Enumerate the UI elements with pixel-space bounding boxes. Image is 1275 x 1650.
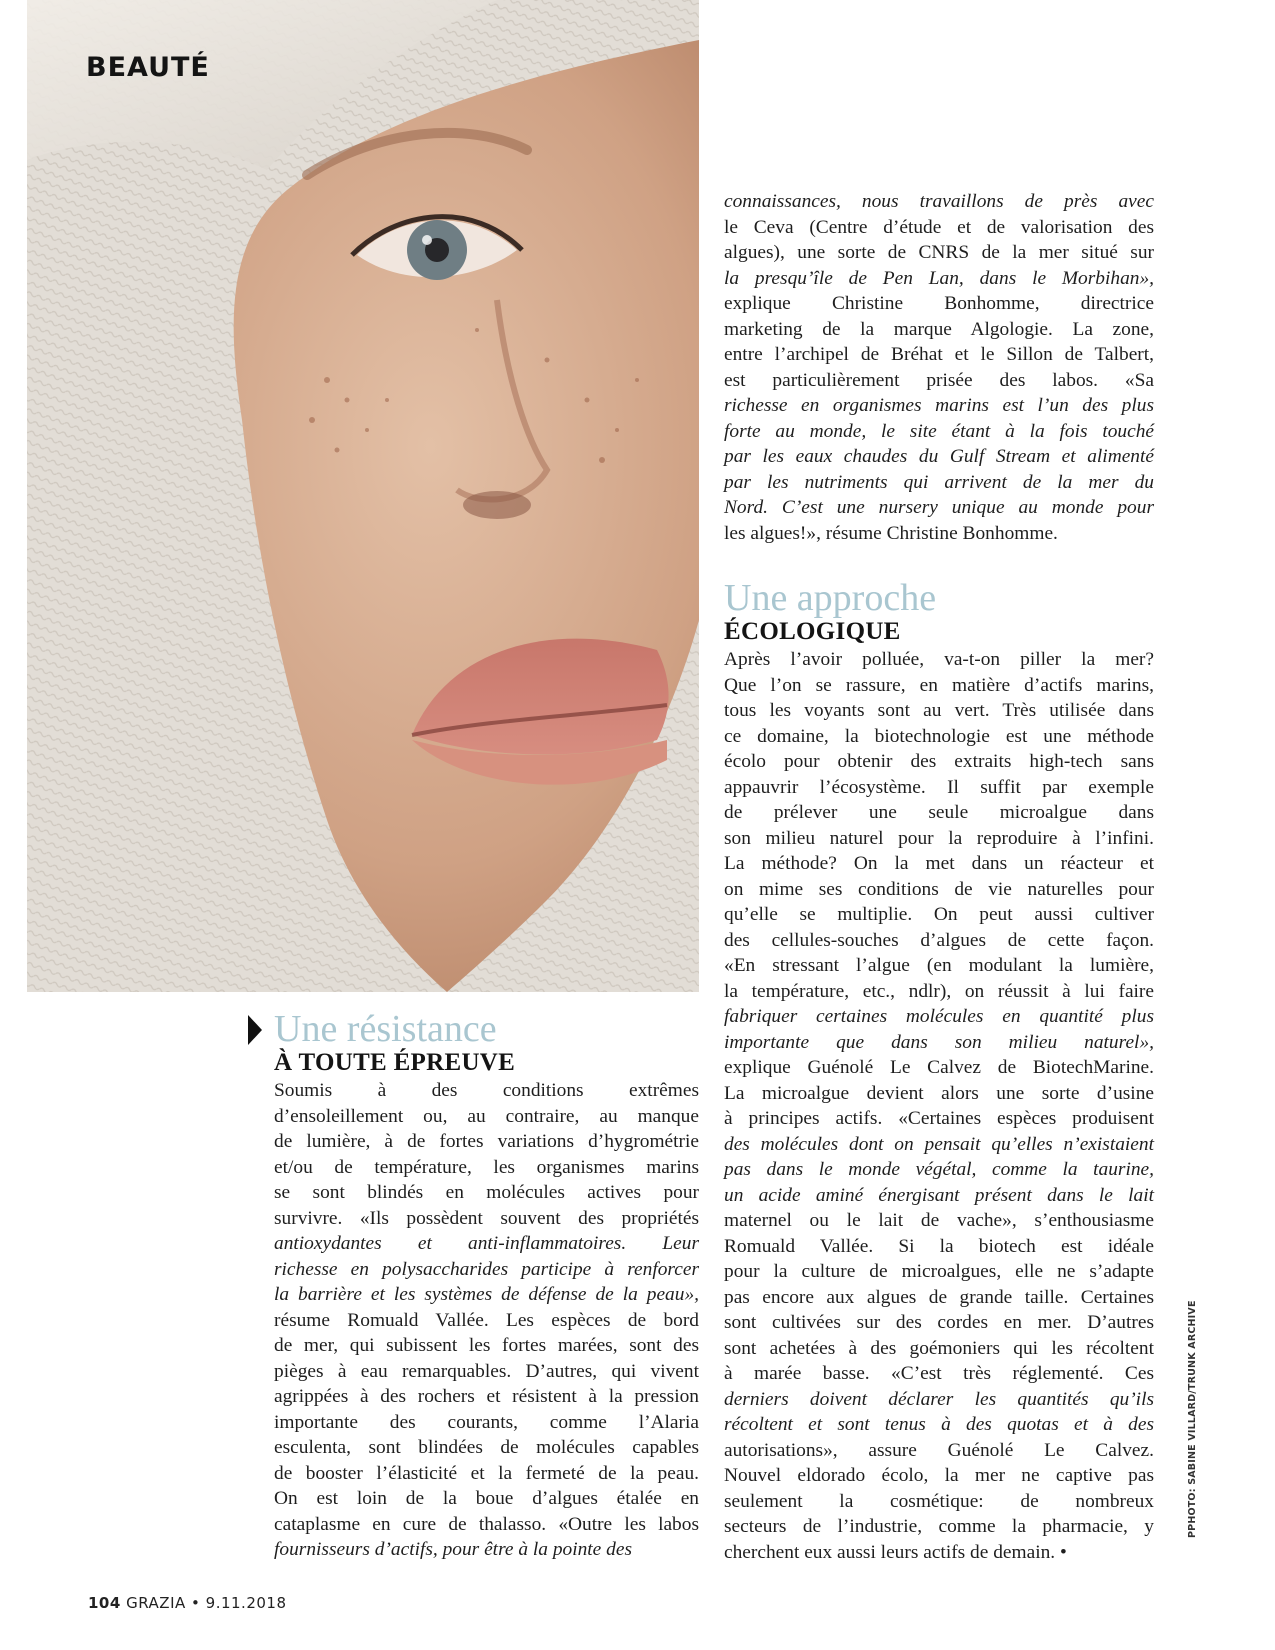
text-line: seulement la cosmétique: de nombreux <box>724 1490 1154 1512</box>
text-line: marketing de la marque Algologie. La zone, <box>724 318 1154 340</box>
text-line: récoltent et sont tenus à des quotas et à des <box>724 1414 1154 1435</box>
text-line: importante que dans son milieu naturel», <box>724 1031 1154 1053</box>
text-line: de booster l’élasticité et la fermeté de la peau. <box>274 1462 699 1484</box>
page-number: 104 <box>88 1594 121 1612</box>
text-line: importante des courants, comme l’Alaria <box>274 1411 699 1433</box>
text-line: pas encore aux algues de grande taille. Certaines <box>724 1286 1154 1308</box>
text-line: d’ensoleillement ou, au contraire, au manque <box>274 1105 699 1127</box>
text-line: tous les voyants sont au vert. Très utilisée dans <box>724 700 1154 721</box>
text-line: la température, etc., ndlr), on réussit à lui faire <box>724 980 1154 1002</box>
text-line: de prélever une seule microalgue dans <box>724 802 1154 823</box>
heading-resistance: Une résistance <box>274 1008 497 1050</box>
photo-credit: PPHOTO: SABINE VILLARD/TRUNK ARCHIVE <box>1187 1300 1198 1538</box>
text-line: se sont blindés en molécules actives pour <box>274 1182 699 1203</box>
text-line: autorisations», assure Guénolé Le Calvez. <box>724 1439 1154 1461</box>
continued-text <box>724 189 1154 546</box>
text-line: Que l’on se rassure, en matière d’actifs marins, <box>724 674 1154 696</box>
text-line: les algues!», résume Christine Bonhomme. <box>724 522 1058 544</box>
text-line: son milieu naturel pour la reproduire à l’infini. <box>724 827 1154 849</box>
portrait-photo <box>27 0 699 992</box>
text-line: cherchent eux aussi leurs actifs de demain. • <box>724 1541 1067 1563</box>
text-line: à principes actifs. «Certaines espèces produisent <box>724 1108 1154 1129</box>
text-line: des molécules dont on pensait qu’elles n’existaient <box>724 1133 1154 1155</box>
text-line: est particulièrement prisée des labos. «Sa <box>724 369 1154 391</box>
text-line: par les nutriments qui arrivent de la mer du <box>724 471 1154 493</box>
text-line: un acide aminé énergisant présent dans le lait <box>724 1184 1154 1206</box>
text-line: sont achetées à des goémoniers qui les récoltent <box>724 1337 1154 1359</box>
right-column <box>724 189 1154 1565</box>
text-line: appauvrir l’écosystème. Il suffit par exemple <box>724 776 1154 798</box>
text-line: On est loin de la boue d’algues étalée en <box>274 1488 699 1509</box>
text-line: richesse en polysaccharides participe à renforcer <box>274 1258 699 1280</box>
text-line: pour la culture de microalgues, elle ne s’adapte <box>724 1261 1154 1282</box>
text-line: La microalgue devient alors une sorte d’usine <box>724 1082 1154 1104</box>
text-line: «En stressant l’algue (en modulant la lumière, <box>724 955 1154 976</box>
text-line: connaissances, nous travaillons de près avec <box>724 191 1154 212</box>
text-line: ce domaine, la biotechnologie est une méthode <box>724 725 1154 747</box>
text-line: qu’elle se multiplie. On peut aussi cultiver <box>724 904 1154 925</box>
text-line: survivre. «Ils possèdent souvent des propriétés <box>274 1207 699 1229</box>
text-line: Romuald Vallée. Si la biotech est idéale <box>724 1235 1154 1257</box>
text-line: sont cultivées sur des cordes en mer. D’autres <box>724 1312 1154 1333</box>
text-line: derniers doivent déclarer les quantités qu’ils <box>724 1388 1154 1410</box>
arrow-icon <box>248 1015 262 1045</box>
text-line: des cellules-souches d’algues de cette façon. <box>724 929 1154 951</box>
issue-date: • 9.11.2018 <box>191 1594 287 1612</box>
approche-body <box>724 647 1154 1565</box>
text-line: La méthode? On la met dans un réacteur et <box>724 853 1154 874</box>
text-line: algues), une sorte de CNRS de la mer situé sur <box>724 242 1154 263</box>
text-line: maternel ou le lait de vache», s’enthousiasme <box>724 1210 1154 1231</box>
text-line: de lumière, à de fortes variations d’hygrométrie <box>274 1131 699 1152</box>
folio <box>88 1594 287 1612</box>
text-line: écolo pour obtenir des extraits high-tech sans <box>724 751 1154 772</box>
text-line: esculenta, sont blindées de molécules capables <box>274 1437 699 1458</box>
text-line: fabriquer certaines molécules en quantité plus <box>724 1006 1154 1027</box>
magazine-name: GRAZIA <box>126 1594 186 1612</box>
text-line: on mime ses conditions de vie naturelles pour <box>724 878 1154 900</box>
text-line: à marée basse. «C’est très réglementé. Ces <box>724 1363 1154 1384</box>
text-line: secteurs de l’industrie, comme la pharmacie, y <box>724 1516 1154 1537</box>
heading-approche: Une approche <box>724 577 937 619</box>
subheading-epreuve: À TOUTE ÉPREUVE <box>274 1049 516 1076</box>
text-line: Soumis à des conditions extrêmes <box>274 1080 699 1101</box>
text-line: pas dans le monde végétal, comme la taurine, <box>724 1159 1154 1180</box>
text-line: par les eaux chaudes du Gulf Stream et alimenté <box>724 446 1154 467</box>
left-column <box>274 1009 699 1563</box>
text-line: fournisseurs d’actifs, pour être à la pointe des <box>274 1539 632 1560</box>
text-line: antioxydantes et anti-inflammatoires. Leur <box>274 1233 699 1254</box>
text-line: explique Guénolé Le Calvez de BiotechMarine. <box>724 1057 1154 1078</box>
section-label: BEAUTÉ <box>86 52 210 83</box>
text-line: richesse en organismes marins est l’un des plus <box>724 395 1154 416</box>
text-line: pièges à eau remarquables. D’autres, qui vivent <box>274 1360 699 1382</box>
text-line: et/ou de température, les organismes marins <box>274 1156 699 1178</box>
text-line: la barrière et les systèmes de défense de la peau», <box>274 1284 699 1305</box>
resistance-body <box>274 1078 699 1563</box>
text-line: entre l’archipel de Bréhat et le Sillon de Talbert, <box>724 344 1154 365</box>
text-line: Nouvel eldorado écolo, la mer ne captive pas <box>724 1465 1154 1486</box>
text-line: de mer, qui subissent les fortes marées, sont des <box>274 1335 699 1356</box>
text-line: Nord. C’est une nursery unique au monde pour <box>724 497 1154 518</box>
text-line: résume Romuald Vallée. Les espèces de bord <box>274 1309 699 1331</box>
text-line: la presqu’île de Pen Lan, dans le Morbihan», <box>724 267 1154 289</box>
text-line: explique Christine Bonhomme, directrice <box>724 293 1154 314</box>
text-line: forte au monde, le site étant à la fois touché <box>724 420 1154 442</box>
text-line: Après l’avoir polluée, va-t-on piller la mer? <box>724 649 1154 670</box>
subheading-ecologique: ÉCOLOGIQUE <box>724 618 901 645</box>
text-line: agrippées à des rochers et résistent à la pression <box>274 1386 699 1407</box>
text-line: le Ceva (Centre d’étude et de valorisation des <box>724 216 1154 238</box>
text-line: cataplasme en cure de thalasso. «Outre les labos <box>274 1513 699 1535</box>
